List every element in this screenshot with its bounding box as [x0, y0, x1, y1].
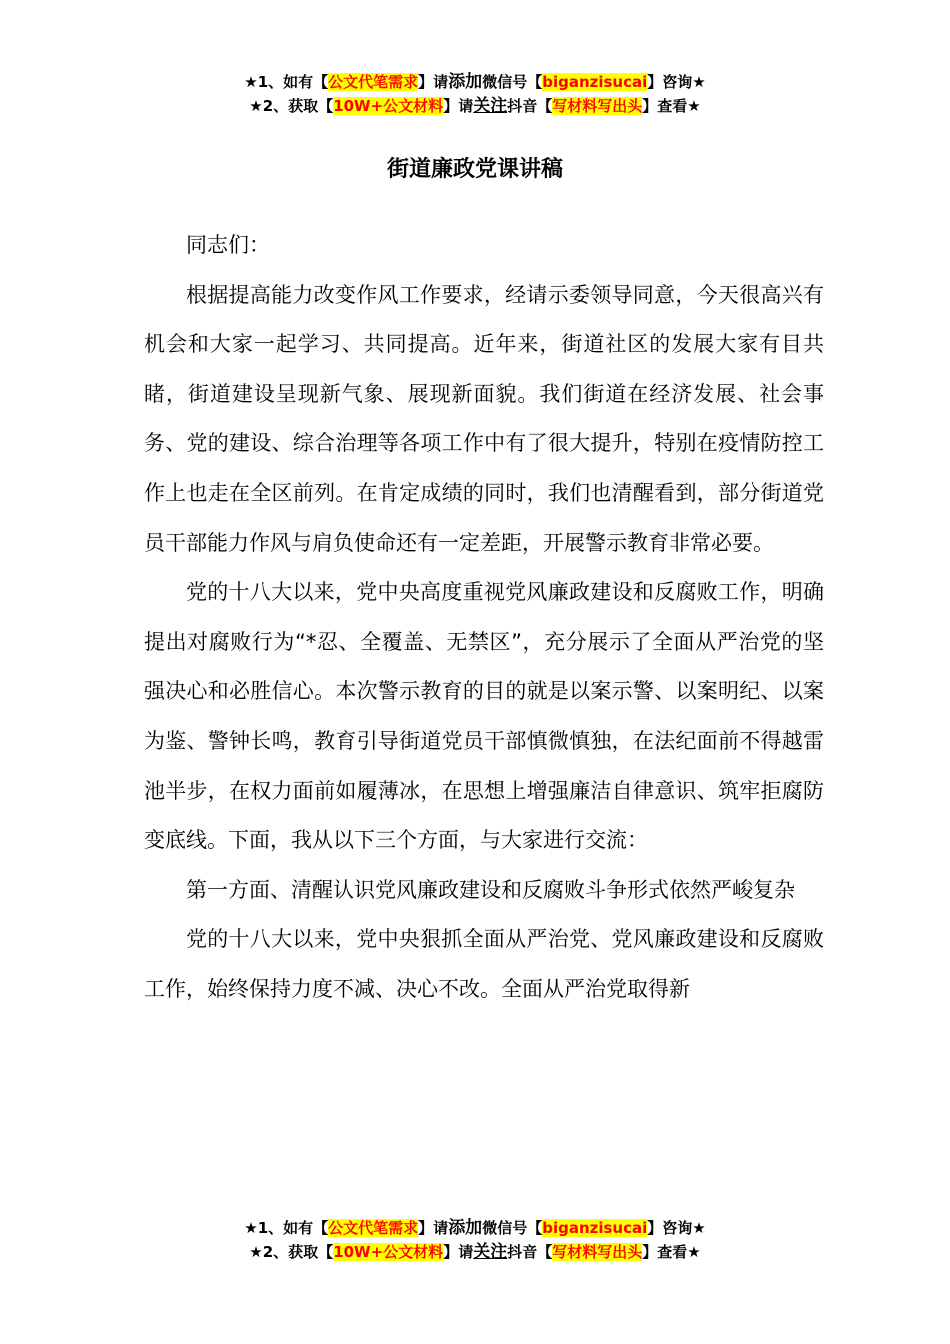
banner-text: 】咨询★	[647, 1219, 706, 1237]
body-paragraph: 根据提高能力改变作风工作要求，经请示委领导同意，今天很高兴有机会和大家一起学习、共同提高。近年来，街道社区的发展大家有目共睹，街道建设呈现新气象、展现新面貌。我们街道在经济发展、社会事务、党的建设、综合治理等各项工作中有了很大提升，特别在疫情防控工作上也走在全区前列。在肯定成绩的同时，我们也清醒看到，部分街道党员干部能力作风与肩负使命还有一定差距，开展警示教育非常必要。	[144, 282, 824, 555]
banner-text: 】请	[443, 97, 474, 115]
banner-highlight: 公文代笔需求	[328, 1219, 419, 1237]
document-title: 街道廉政党课讲稿	[386, 157, 563, 182]
footer-banner	[0, 1216, 950, 1264]
section-heading: 第一方面、清醒认识党风廉政建设和反腐败斗争形式依然严峻复杂	[186, 877, 795, 902]
banner-text: 微信号【	[482, 73, 543, 91]
banner-highlight: 10W+公文材料	[333, 1243, 444, 1261]
banner-highlight: 公文代笔需求	[328, 73, 419, 91]
banner-highlight: biganzisucai	[542, 1219, 648, 1237]
banner-text: 抖音【	[507, 97, 553, 115]
banner-text: ★1、如有【	[244, 1219, 329, 1237]
banner-highlight: 10W+公文材料	[333, 97, 444, 115]
banner-line-1	[0, 1216, 950, 1240]
body-paragraph: 党的十八大以来，党中央狠抓全面从严治党、党风廉政建设和反腐败工作，始终保持力度不减、决心不改。全面从严治党取得新	[144, 927, 824, 1001]
banner-highlight: 写材料写出头	[552, 97, 643, 115]
banner-text: 微信号【	[482, 1219, 543, 1237]
banner-text: 】咨询★	[647, 73, 706, 91]
banner-text: 】查看★	[642, 97, 701, 115]
banner-text: ★2、获取【	[249, 97, 334, 115]
banner-emphasis: 添加	[448, 1218, 483, 1238]
banner-highlight: biganzisucai	[542, 73, 648, 91]
banner-emphasis: 关注	[473, 1242, 508, 1262]
banner-text: ★2、获取【	[249, 1243, 334, 1261]
banner-line-2	[0, 1240, 950, 1264]
banner-emphasis: 关注	[473, 96, 508, 116]
banner-text: 】请	[443, 1243, 474, 1261]
header-banner	[0, 70, 950, 118]
banner-line-1	[0, 70, 950, 94]
banner-highlight: 写材料写出头	[552, 1243, 643, 1261]
banner-emphasis: 添加	[448, 72, 483, 92]
body-paragraph: 党的十八大以来，党中央高度重视党风廉政建设和反腐败工作，明确提出对腐败行为“*忍、全覆盖、无禁区”，充分展示了全面从严治党的坚强决心和必胜信心。本次警示教育的目的就是以案示警、以案明纪、以案为鉴、警钟长鸣，教育引导街道党员干部慎微慎独，在法纪面前不得越雷池半步，在权力面前如履薄冰，在思想上增强廉洁自律意识、筑牢拒腐防变底线。下面，我从以下三个方面，与大家进行交流：	[144, 580, 824, 853]
banner-text: 】请	[418, 73, 449, 91]
banner-text: 抖音【	[507, 1243, 553, 1261]
banner-text: 】请	[418, 1219, 449, 1237]
banner-text: ★1、如有【	[244, 73, 329, 91]
banner-line-2	[0, 94, 950, 118]
document-body	[144, 221, 824, 1015]
salutation: 同志们：	[186, 233, 270, 257]
banner-text: 】查看★	[642, 1243, 701, 1261]
